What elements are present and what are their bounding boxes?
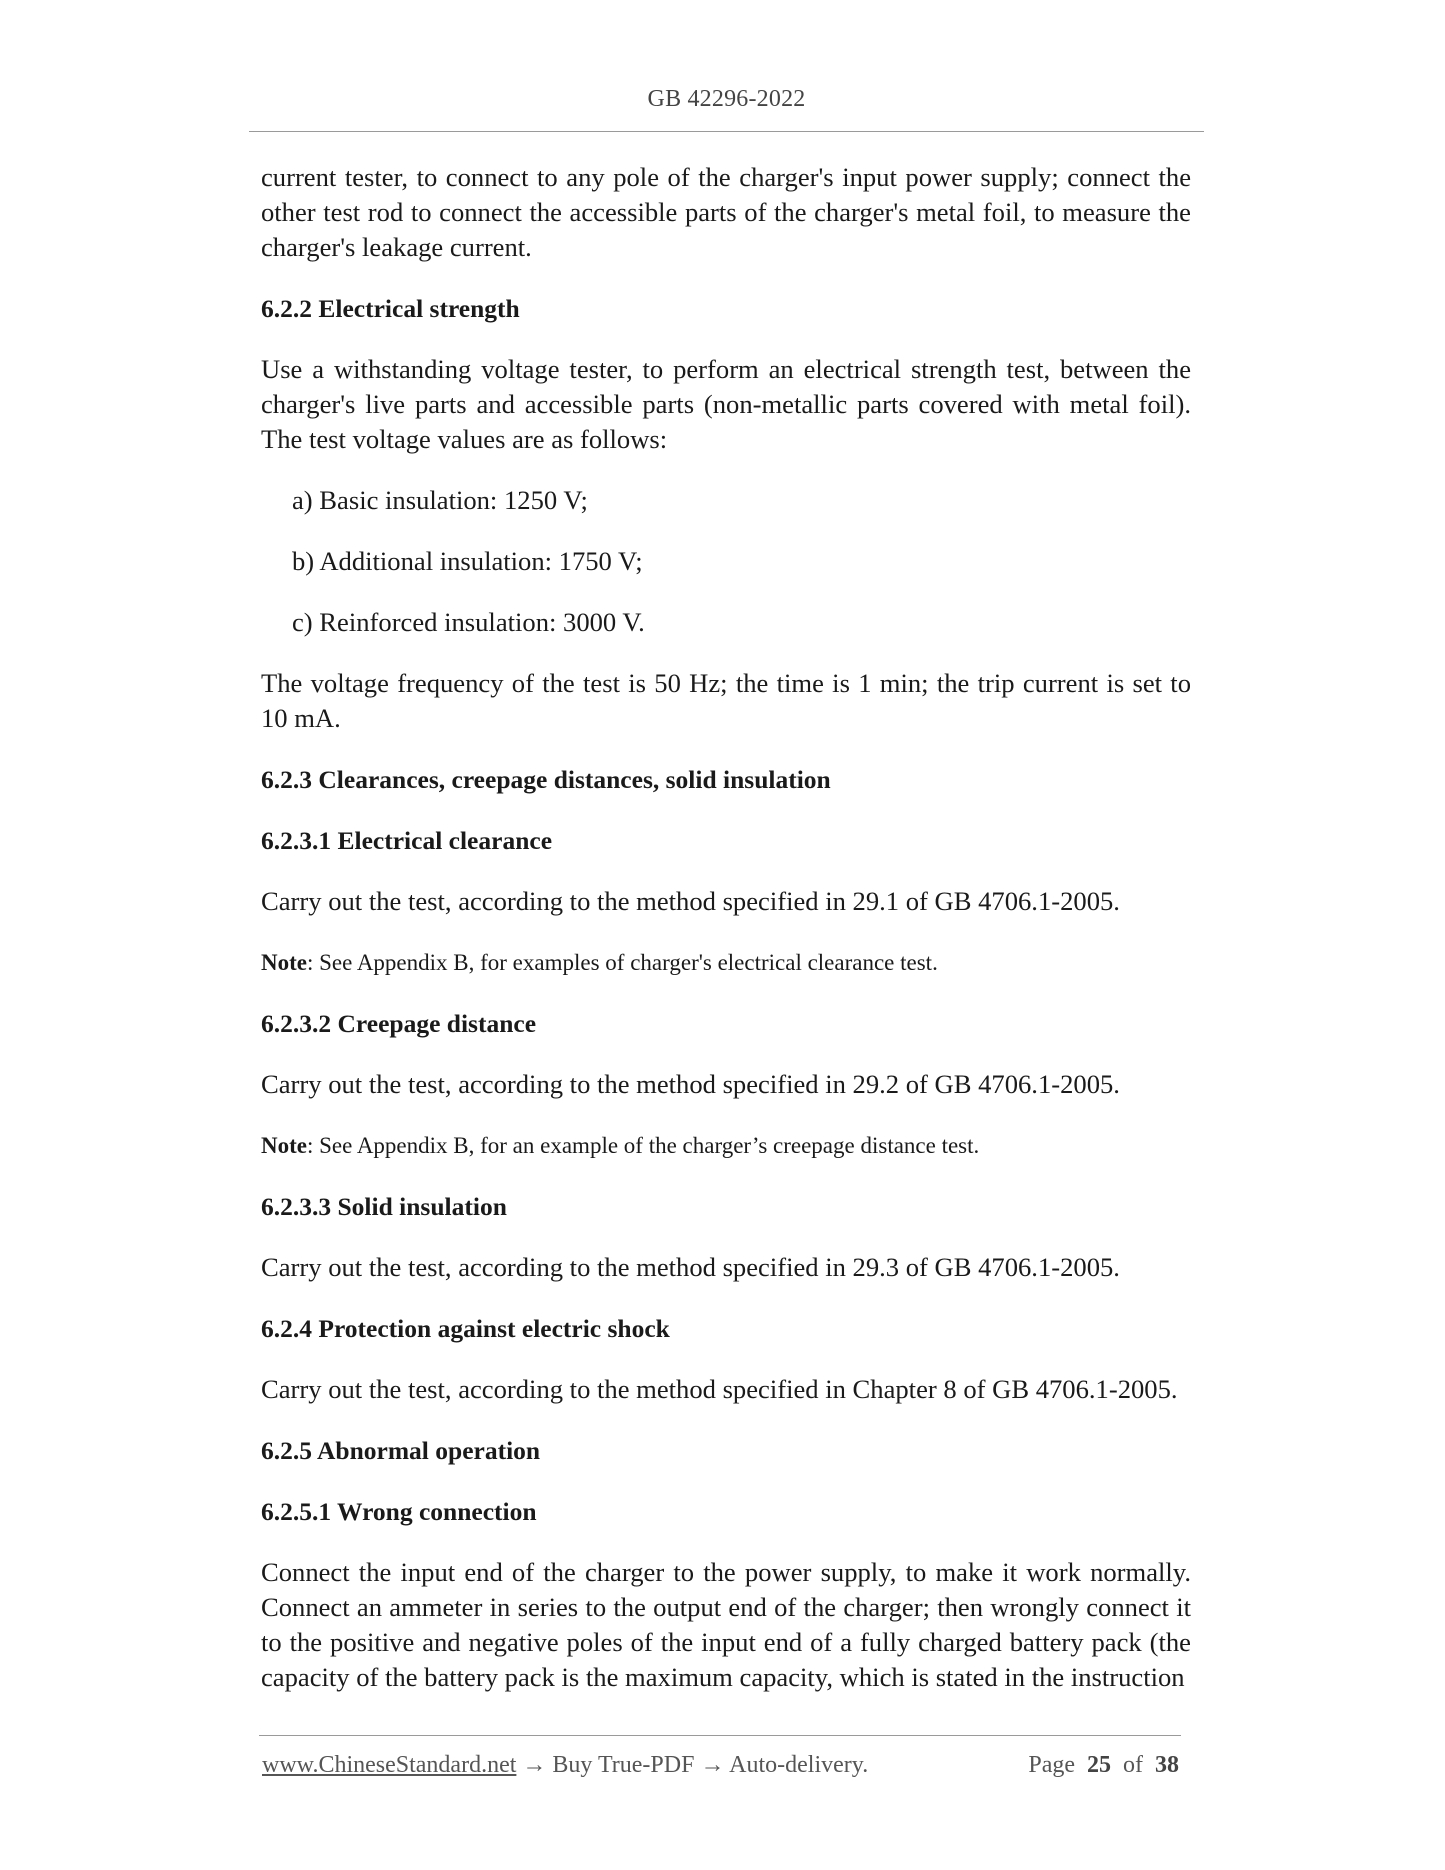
note-label: Note xyxy=(261,950,307,975)
website-link[interactable]: www.ChineseStandard.net xyxy=(262,1752,517,1778)
paragraph-6-2-2: Use a withstanding voltage tester, to perform an electrical strength test, between the charger's live parts and accessible parts (non-metallic parts covered with metal foil). The test voltage values are as follows: xyxy=(261,354,1191,454)
paragraph-test-frequency: The voltage frequency of the test is 50 Hz; the time is 1 min; the trip current is set to 10 mA. xyxy=(261,668,1191,733)
page-label: Page xyxy=(1028,1752,1075,1778)
section-heading-6-2-2: 6.2.2 Electrical strength xyxy=(261,294,520,323)
paragraph-6-2-5-1: Connect the input end of the charger to the power supply, to make it work normally. Connect an ammeter in series to the output end of the charger; then wrongly connect it to the positive and negative poles of the input end of a fully charged battery pack (the capacity of the battery pack is the maximum capacity, which is stated in the instruction xyxy=(261,1557,1191,1692)
note-text: : See Appendix B, for examples of charger's electrical clearance test. xyxy=(306,950,938,975)
buy-pdf-text: Buy True-PDF xyxy=(552,1752,695,1778)
section-heading-6-2-4: 6.2.4 Protection against electric shock xyxy=(261,1314,670,1343)
section-heading-6-2-3-1: 6.2.3.1 Electrical clearance xyxy=(261,826,553,855)
list-item-b: b) Additional insulation: 1750 V; xyxy=(292,546,643,576)
section-heading-6-2-5-1: 6.2.5.1 Wrong connection xyxy=(261,1497,537,1526)
arrow-icon: → xyxy=(694,1752,730,1778)
header-divider xyxy=(249,131,1204,132)
current-page-number: 25 xyxy=(1087,1752,1111,1778)
section-heading-6-2-3-2: 6.2.3.2 Creepage distance xyxy=(261,1009,537,1038)
note-electrical-clearance xyxy=(261,945,1191,980)
list-item-a: a) Basic insulation: 1250 V; xyxy=(292,485,588,515)
paragraph-6-2-3-1: Carry out the test, according to the method specified in 29.1 of GB 4706.1-2005. xyxy=(261,886,1120,916)
footer-purchase-line xyxy=(262,1752,868,1779)
document-body xyxy=(261,160,1191,1721)
arrow-icon: → xyxy=(516,1752,553,1778)
auto-delivery-text: Auto-delivery. xyxy=(729,1752,869,1778)
total-page-count: 38 xyxy=(1155,1752,1179,1778)
paragraph-6-2-3-2: Carry out the test, according to the method specified in 29.2 of GB 4706.1-2005. xyxy=(261,1069,1120,1099)
page-of-label: of xyxy=(1123,1752,1143,1778)
note-creepage-distance xyxy=(261,1128,1191,1163)
footer-divider xyxy=(259,1735,1181,1736)
page-number xyxy=(1028,1752,1179,1779)
section-heading-6-2-3-3: 6.2.3.3 Solid insulation xyxy=(261,1192,507,1221)
document-header-standard-code: GB 42296-2022 xyxy=(647,86,806,112)
note-text: : See Appendix B, for an example of the charger’s creepage distance test. xyxy=(306,1133,980,1158)
paragraph-6-2-3-3: Carry out the test, according to the method specified in 29.3 of GB 4706.1-2005. xyxy=(261,1252,1120,1282)
section-heading-6-2-5: 6.2.5 Abnormal operation xyxy=(261,1436,541,1465)
note-label: Note xyxy=(261,1133,307,1158)
paragraph-intro: current tester, to connect to any pole of the charger's input power supply; connect the other test rod to connect the accessible parts of the charger's metal foil, to measure the charger's leakage current. xyxy=(261,162,1191,262)
list-item-c: c) Reinforced insulation: 3000 V. xyxy=(292,607,645,637)
paragraph-6-2-4: Carry out the test, according to the method specified in Chapter 8 of GB 4706.1-2005. xyxy=(261,1374,1178,1404)
section-heading-6-2-3: 6.2.3 Clearances, creepage distances, solid insulation xyxy=(261,765,831,794)
